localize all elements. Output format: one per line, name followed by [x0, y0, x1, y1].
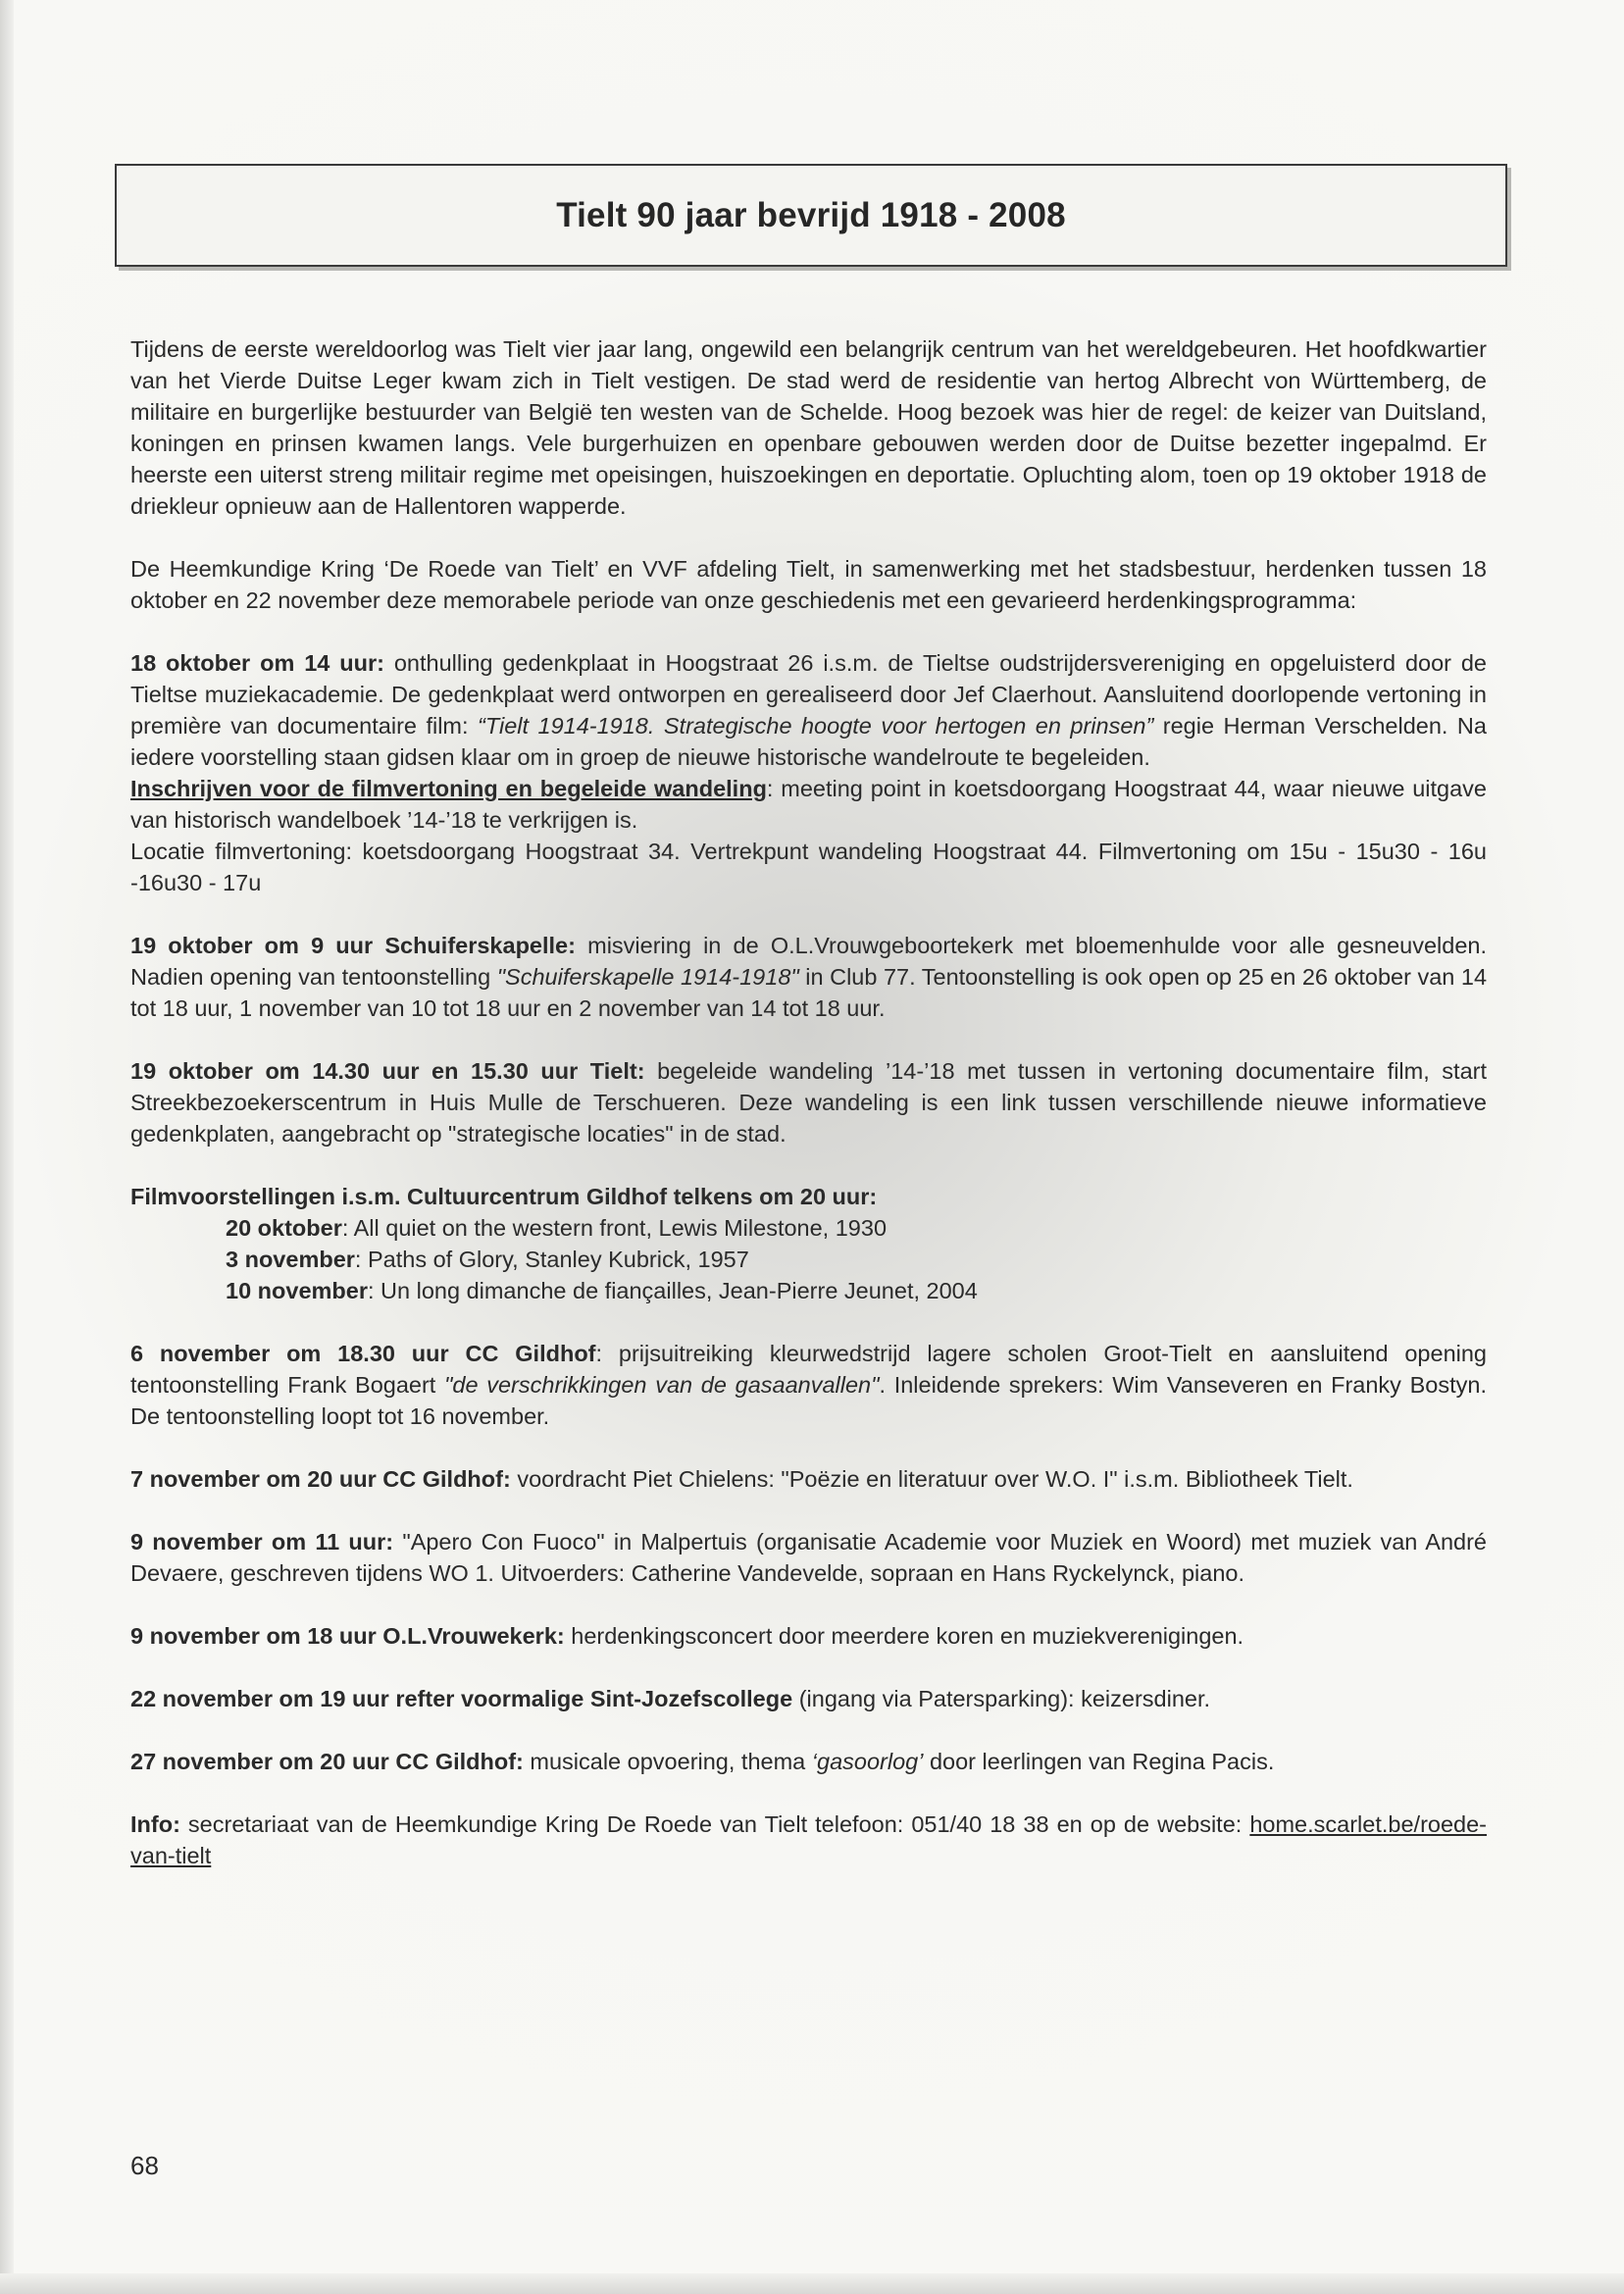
event-22-november: [130, 1683, 1487, 1714]
location-line: Locatie filmvertoning: koetsdoorgang Hoogstraat 34. Vertrekpunt wandeling Hoogstraat 44. Filmvertoning om 15u - 15u30 - 16u -16u30 - 17u: [130, 839, 1487, 895]
scan-edge-bottom: [0, 2273, 1624, 2294]
signup-heading: Inschrijven voor de filmvertoning en begeleide wandeling: [130, 776, 767, 801]
film-item: [130, 1244, 1487, 1275]
event-text: begeleide wandeling ’14-’18 met tussen in vertoning documentaire film, start Streekbezoekerscentrum in Huis Mulle de Terschueren. Deze wandeling is een link tussen verschillende nieuwe informatieve gedenkplaten, aangebracht op "strategische locaties" in de stad.: [130, 1058, 1488, 1147]
event-text: in Club 77. Tentoonstelling is ook open op 25 en 26 oktober van 14 tot 18 uur, 1 november van 10 tot 18 uur en 2 november van 14 tot 18 uur.: [130, 964, 1488, 1021]
event-heading: 18 oktober om 14 uur:: [130, 650, 384, 676]
event-heading: 9 november om 18 uur O.L.Vrouwekerk:: [130, 1623, 565, 1649]
signup-text: : meeting point in koetsdoorgang Hoogstraat 44, waar nieuwe uitgave van historisch wandelboek ’14-’18 te verkrijgen is.: [130, 776, 1487, 833]
film-date: 20 oktober: [226, 1215, 342, 1241]
page-number: 68: [130, 2151, 159, 2180]
event-text: herdenkingsconcert door meerdere koren en muziekverenigingen.: [564, 1623, 1244, 1649]
event-19-oktober-tielt: [130, 1055, 1487, 1149]
film-screenings: [130, 1181, 1487, 1306]
title-box: [115, 164, 1507, 267]
event-text: misviering in de O.L.Vrouwgeboortekerk met bloemenhulde voor alle gesneuvelden. Nadien opening van tentoonstelling: [130, 933, 1487, 990]
event-heading: 22 november om 19 uur refter voormalige Sint-Jozefscollege: [130, 1686, 793, 1711]
event-7-november: [130, 1463, 1487, 1495]
event-heading: 19 oktober om 14.30 uur en 15.30 uur Tielt:: [130, 1058, 645, 1084]
film-title: “Tielt 1914-1918. Strategische hoogte voor hertogen en prinsen”: [478, 713, 1154, 739]
signup-line: [130, 773, 1487, 836]
film-description: : Un long dimanche de fiançailles, Jean-Pierre Jeunet, 2004: [367, 1278, 978, 1303]
event-27-november: [130, 1746, 1487, 1777]
event-text: musicale opvoering, thema: [523, 1749, 812, 1774]
info-heading: Info:: [130, 1811, 180, 1837]
film-screenings-heading: Filmvoorstellingen i.s.m. Cultuurcentrum Gildhof telkens om 20 uur:: [130, 1184, 878, 1209]
website-link[interactable]: home.scarlet.be/roede-van-tielt: [130, 1811, 1487, 1868]
film-date: 10 november: [226, 1278, 368, 1303]
info-paragraph: [130, 1809, 1487, 1871]
intro-paragraph: Tijdens de eerste wereldoorlog was Tielt vier jaar lang, ongewild een belangrijk centrum van het wereldgebeuren. Het hoofdkwartier van het Vierde Duitse Leger kwam zich in Tielt vestigen. De stad werd de residentie van hertog Albrecht von Württemberg, de militaire en burgerlijke bestuurder van België ten westen van de Schelde. Hoog bezoek was hier de regel: de keizer van Duitsland, koningen en prinsen kwamen langs. Vele burgerhuizen en openbare gebouwen werden door de Duitse bezetter ingepalmd. Er heerste een uiterst streng militair regime met opeisingen, huiszoekingen en deportatie. Opluchting alom, toen op 19 oktober 1918 de driekleur opnieuw aan de Hallentoren wapperde.: [130, 336, 1487, 519]
event-heading: 6 november om 18.30 uur CC Gildhof: [130, 1341, 596, 1366]
event-9-november-18-uur: [130, 1620, 1487, 1652]
event-9-november-11-uur: [130, 1526, 1487, 1589]
scan-edge-left: [0, 0, 14, 2294]
film-description: : Paths of Glory, Stanley Kubrick, 1957: [354, 1247, 749, 1272]
event-heading: 7 november om 20 uur CC Gildhof:: [130, 1466, 511, 1492]
exhibition-title: "de verschrikkingen van de gasaanvallen": [444, 1372, 880, 1398]
event-heading: 19 oktober om 9 uur Schuiferskapelle:: [130, 933, 576, 958]
program-intro-paragraph: De Heemkundige Kring ‘De Roede van Tielt’ en VVF afdeling Tielt, in samenwerking met het stadsbestuur, herdenken tussen 18 oktober en 22 november deze memorabele periode van onze geschiedenis met een gevarieerd herdenkingsprogramma:: [130, 556, 1487, 613]
page-title: Tielt 90 jaar bevrijd 1918 - 2008: [556, 195, 1066, 234]
event-19-oktober-schuiferskapelle: [130, 930, 1487, 1024]
event-text: . Inleidende sprekers: Wim Vanseveren en Franky Bostyn. De tentoonstelling loopt tot 16 november.: [130, 1372, 1487, 1429]
event-text: regie Herman Verschelden. Na iedere voorstelling staan gidsen klaar om in groep de nieuwe historische wandelroute te begeleiden.: [130, 713, 1487, 770]
event-18-oktober: [130, 647, 1487, 898]
event-text: "Apero Con Fuoco" in Malpertuis (organisatie Academie voor Muziek en Woord) met muziek van André Devaere, geschreven tijdens WO 1. Uitvoerders: Catherine Vandevelde, sopraan en Hans Ryckelynck, piano.: [130, 1529, 1487, 1586]
film-date: 3 november: [226, 1247, 355, 1272]
event-text: : prijsuitreiking kleurwedstrijd lagere scholen Groot-Tielt en aansluitend opening tentoonstelling Frank Bogaert: [130, 1341, 1487, 1398]
event-text: door leerlingen van Regina Pacis.: [923, 1749, 1275, 1774]
article-body: [130, 333, 1487, 1903]
info-text: secretariaat van de Heemkundige Kring De Roede van Tielt telefoon: 051/40 18 38 en op de website:: [179, 1811, 1250, 1837]
film-description: : All quiet on the western front, Lewis Milestone, 1930: [341, 1215, 888, 1241]
event-heading: 9 november om 11 uur:: [130, 1529, 394, 1555]
event-text: (ingang via Patersparking): keizersdiner.: [792, 1686, 1211, 1711]
event-text: onthulling gedenkplaat in Hoogstraat 26 i.s.m. de Tieltse oudstrijdersvereniging en opgeluisterd door de Tieltse muziekacademie. De gedenkplaat werd ontworpen en gerealiseerd door Jef Claerhout. Aansluitend doorlopende vertoning in première van documentaire film:: [130, 650, 1488, 739]
theme-title: ‘gasoorlog’: [811, 1749, 924, 1774]
film-item: [130, 1212, 1487, 1244]
event-heading: 27 november om 20 uur CC Gildhof:: [130, 1749, 524, 1774]
event-6-november: [130, 1338, 1487, 1432]
film-item: [130, 1275, 1487, 1306]
event-text: voordracht Piet Chielens: "Poëzie en literatuur over W.O. I" i.s.m. Bibliotheek Tielt.: [510, 1466, 1353, 1492]
exhibition-title: "Schuiferskapelle 1914-1918": [496, 964, 799, 990]
